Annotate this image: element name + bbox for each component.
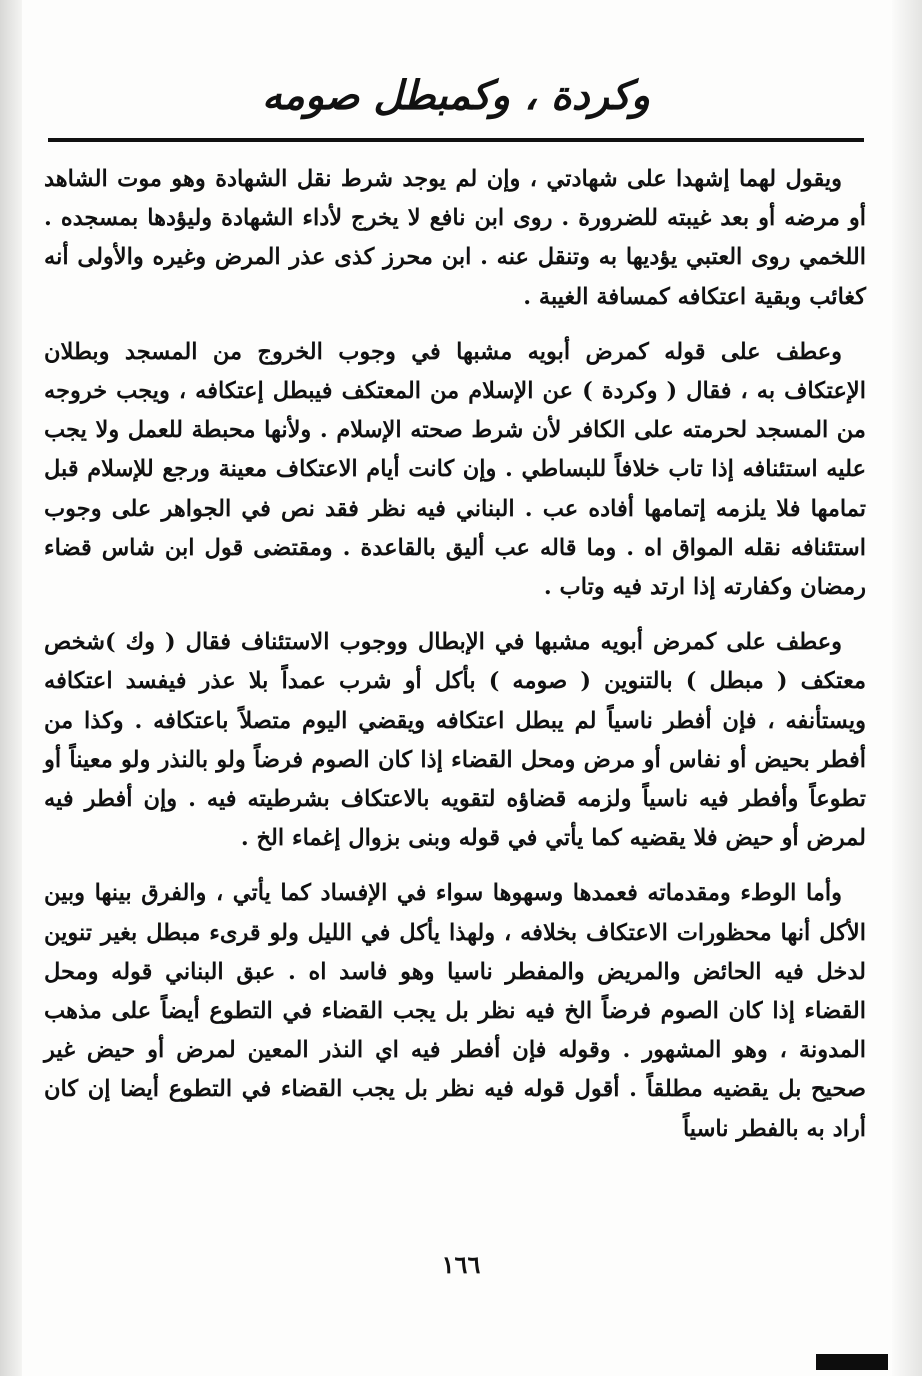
header-divider-rule bbox=[48, 138, 864, 142]
paragraph-4: وأما الوطء ومقدماته فعمدها وسهوها سواء في الإفساد كما يأتي ، والفرق بينها وبين الأكل أنها محظورات الاعتكاف بخلافه ، ولهذا يأكل في الليل ولو قرىء مبطل بغير تنوين لدخل فيه الحائض والمريض والمفطر ناسيا وهو فاسد اه . عبق البناني قوله ومحل القضاء إذا كان الصوم فرضاً الخ فيه نظر بل يجب القضاء في التطوع أيضاً على مذهب المدونة ، وهو المشهور . وقوله فإن أفطر فيه اي النذر المعين لمرض أو حيض غير صحيح بل يقضيه مطلقاً . أقول قوله فيه نظر بل يجب القضاء في التطوع أيضا إن كان أراد به بالفطر ناسياً bbox=[44, 880, 866, 1142]
main-text-body bbox=[44, 160, 866, 1165]
running-head-title: وكردة ، وكمبطل صومه bbox=[261, 72, 651, 119]
paragraph-3: وعطف على كمرض أبويه مشبها في الإبطال ووجوب الاستئناف فقال ( وك )شخص معتكف ( مبطل ) بالتنوين ( صومه ) بأكل أو شرب عمداً بلا عذر فيفسد اعتكافه ويستأنفه ، فإن أفطر ناسياً لم يبطل اعتكافه ويقضي اليوم متصلاً باعتكافه . وكذا من أفطر بحيض أو نفاس أو مرض ومحل القضاء إذا كان الصوم فرضاً ولو بالنذر ولو معيناً أو تطوعاً وأفطر فيه ناسياً ولزمه قضاؤه لتقويه بالاعتكاف بشرطيته فيه . وإن أفطر فيه لمرض أو حيض فلا يقضيه كما يأتي في قوله وبنى بزوال إغماء الخ . bbox=[44, 629, 866, 852]
page-header bbox=[48, 60, 864, 150]
page-left-edge-shadow bbox=[0, 0, 22, 1376]
page-right-edge-shadow bbox=[892, 0, 922, 1376]
paragraph-2: وعطف على قوله كمرض أبويه مشبها في وجوب الخروج من المسجد وبطلان الإعتكاف به ، فقال ( وكردة ) عن الإسلام من المعتكف فيبطل إعتكافه ، ويجب خروجه من المسجد لحرمته على الكافر لأن شرط صحته الإسلام . ولأنها محبطة للعمل ولا يجب عليه استئنافه إذا تاب خلافاً للبساطي . وإن كانت أيام الاعتكاف معينة ورجع للإسلام قبل تمامها فلا يلزمه إتمامها أفاده عب . البناني فيه نظر فقد نص في الجواهر على وجوب استئنافه نقله المواق اه . وما قاله عب أليق بالقاعدة . ومقتضى قول ابن شاس قضاء رمضان وكفارته إذا ارتد فيه وتاب . bbox=[44, 338, 866, 601]
scan-corner-mark bbox=[816, 1354, 888, 1370]
paragraph-1: ويقول لهما إشهدا على شهادتي ، وإن لم يوجد شرط نقل الشهادة وهو موت الشاهد أو مرضه أو بعد غيبته للضرورة . روى ابن نافع لا يخرج لأداء الشهادة وليؤدها بمسجده . اللخمي روى العتبي يؤديها به وتنقل عنه . ابن محرز كذى عذر المرض وغيره والأولى أنه كغائب وبقية اعتكافه كمسافة الغيبة . bbox=[44, 166, 866, 310]
page-number: ١٦٦ bbox=[441, 1250, 481, 1279]
